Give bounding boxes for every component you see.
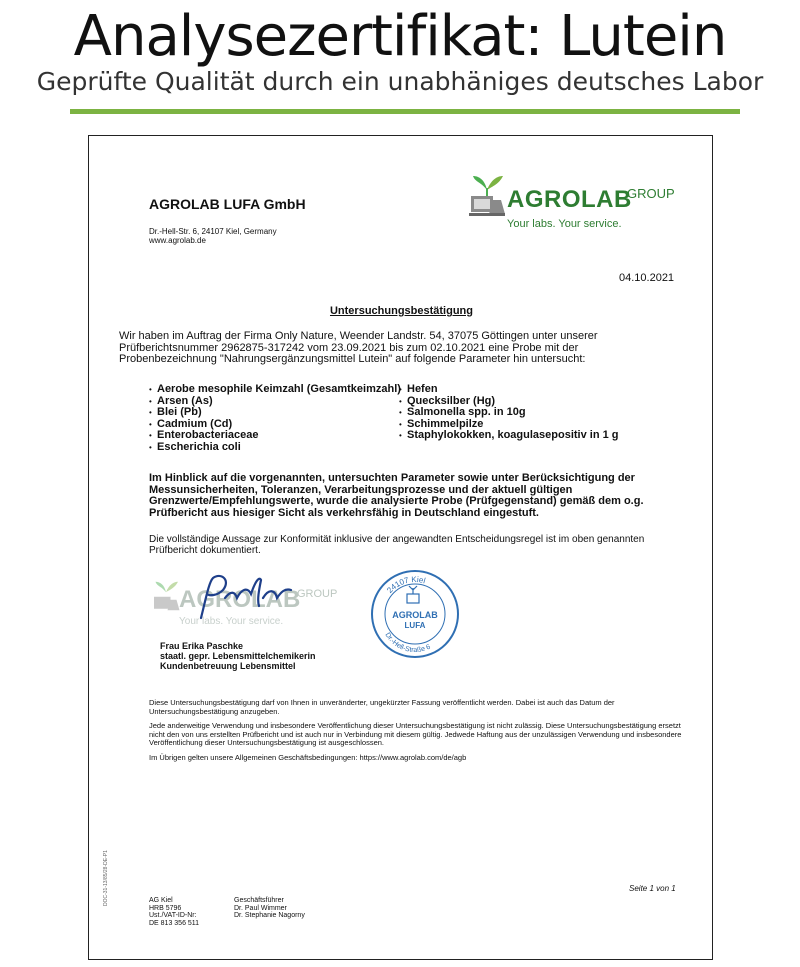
certificate-document bbox=[88, 135, 713, 960]
stamp-bottom-text: Dr.-Hell-Straße 6 bbox=[383, 631, 432, 655]
watermark-tagline: Your labs. Your service. bbox=[179, 616, 284, 627]
legal-text bbox=[149, 699, 684, 768]
legal-paragraph: Diese Untersuchungsbestätigung darf von Ihnen in unveränderter, ungekürzter Fassung veröffentlicht werden. Dabei ist auch das Datum der Untersuchungsbestätigung anzugeben. bbox=[149, 698, 615, 716]
footer-line: HRB 5796 bbox=[149, 904, 182, 912]
list-item: • Cadmium (Cd) bbox=[149, 419, 401, 431]
list-item: • Salmonella spp. in 10g bbox=[399, 407, 619, 419]
handwritten-signature bbox=[151, 568, 341, 632]
page-number: Seite 1 von 1 bbox=[629, 884, 676, 893]
list-item: • Blei (Pb) bbox=[149, 407, 401, 419]
footer-line: Geschäftsführer bbox=[234, 897, 284, 904]
legal-paragraph: Im Übrigen gelten unsere Allgemeinen Geschäftsbedingungen: https://www.agrolab.com/de/agb bbox=[149, 752, 467, 762]
company-address bbox=[149, 227, 277, 245]
page-title: Analysezertifikat: Lutein bbox=[73, 4, 727, 69]
lab-stamp bbox=[369, 568, 461, 660]
document-code: DOC-31-13/85/28-DE-P1 bbox=[103, 850, 109, 906]
stamp-icon bbox=[369, 568, 461, 660]
page-subtitle: Geprüfte Qualität durch ein unabhäniges deutsches Labor bbox=[36, 67, 764, 96]
list-item: • Hefen bbox=[399, 384, 619, 396]
footer-management bbox=[234, 897, 305, 920]
stamp-name-2: LUFA bbox=[404, 621, 426, 630]
list-item: • Aerobe mesophile Keimzahl (Gesamtkeimzahl) bbox=[149, 384, 401, 396]
signer-name: Frau Erika Paschke bbox=[160, 641, 244, 651]
document-subject: Untersuchungsbestätigung bbox=[329, 305, 473, 317]
watermark-wordmark: AGROLAB bbox=[179, 586, 301, 613]
logo-tagline: Your labs. Your service. bbox=[507, 218, 622, 230]
logo-group-text: GROUP bbox=[627, 186, 675, 201]
signer-title: staatl. gepr. Lebensmittelchemikerin bbox=[160, 651, 316, 661]
conclusion-paragraph: Im Hinblick auf die vorgenannten, untersuchten Parameter sowie unter Berücksichtigung der Messunsicherheiten, Toleranzen, Verarbeitungsprozesse und der aktuell gültigen Grenzwerte/Empfehlungswerte, wurde die analysierte Probe (Prüfgegenstand) gemäß dem o.g. Prüfbericht aus hiesiger Sicht als verkehrsfähig in Deutschland eingestuft. bbox=[149, 472, 644, 519]
header-divider bbox=[70, 109, 740, 114]
company-name: AGROLAB LUFA GmbH bbox=[149, 196, 306, 212]
agrolab-logo bbox=[467, 164, 687, 234]
parameter-list-right bbox=[399, 384, 619, 442]
list-item: • Schimmelpilze bbox=[399, 419, 619, 431]
stamp-name-1: AGROLAB bbox=[392, 610, 438, 620]
footer-line: AG Kiel bbox=[149, 897, 173, 904]
lab-flask-icon bbox=[467, 170, 507, 220]
signer-department: Kundenbetreuung Lebensmittel bbox=[160, 661, 296, 671]
legal-paragraph: Jede anderweitige Verwendung und insbesondere Veröffentlichung dieser Untersuchungsbestätigung ist nicht zulässig. Diese Untersuchungsbestätigung ersetzt nicht den von uns erstellten Prüfbericht und ist auch nur in Verbindung mit diesem gültig. Jedwede Haftung aus der unzulässigen Verwendung und insbesondere Veröffentlichung dieser Untersuchungsbestätigung ist ausgeschlossen. bbox=[149, 721, 682, 747]
watermark-group-text: GROUP bbox=[297, 588, 338, 600]
parameter-list-left bbox=[149, 384, 401, 453]
footer-line: DE 813 356 511 bbox=[149, 919, 200, 927]
footer-line: Ust./VAT-ID-Nr: bbox=[149, 912, 197, 919]
address-line: Dr.-Hell-Str. 6, 24107 Kiel, Germany bbox=[149, 227, 277, 236]
list-item: • Escherichia coli bbox=[149, 442, 401, 454]
intro-paragraph: Wir haben im Auftrag der Firma Only Nature, Weender Landstr. 54, 37075 Göttingen unter unserer Prüfberichtsnummer 2962875-317242 vom 23.09.2021 bis zum 02.10.2021 eine Probe mit der Probenbezeichnung "Nahrungsergänzungsmittel Lutein" auf folgende Parameter hin untersucht: bbox=[119, 330, 598, 365]
website-line: www.agrolab.de bbox=[149, 236, 206, 245]
list-item: • Arsen (As) bbox=[149, 396, 401, 408]
signature-watermark-logo bbox=[151, 568, 341, 632]
footer-line: Dr. Paul Wimmer bbox=[234, 904, 287, 912]
list-item: • Quecksilber (Hg) bbox=[399, 396, 619, 408]
signer-block bbox=[160, 641, 316, 671]
stamp-top-text: 24107 Kiel bbox=[385, 574, 427, 595]
list-item: • Staphylokokken, koagulasepositiv in 1 g bbox=[399, 430, 619, 442]
document-date: 04.10.2021 bbox=[619, 272, 675, 284]
footer-line: Dr. Stephanie Nagorny bbox=[234, 912, 305, 919]
conformity-notice: Die vollständige Aussage zur Konformität inklusive der angewandten Entscheidungsregel ist im oben genannten Prüfbericht dokumentiert. bbox=[149, 534, 645, 556]
list-item: • Enterobacteriaceae bbox=[149, 430, 401, 442]
logo-wordmark: AGROLAB bbox=[507, 186, 632, 213]
footer-registration bbox=[149, 897, 199, 927]
